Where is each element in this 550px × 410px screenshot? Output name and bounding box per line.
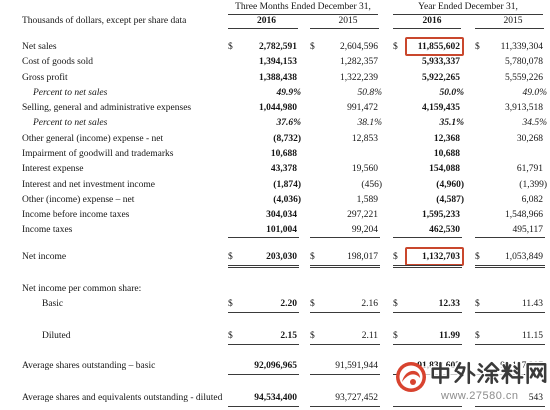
row-label: Selling, general and administrative expenses [22, 103, 192, 113]
currency-sign: $ [228, 42, 233, 52]
row-net-income [0, 250, 550, 264]
value-fy-2016: 12.33 [438, 299, 460, 309]
value-fy-2016: 1,132,703 [422, 252, 460, 262]
underline-rule [393, 237, 462, 238]
value-fy-2015: 543 [528, 393, 543, 403]
row-cost-of-goods-sold [0, 55, 550, 69]
underline-rule [228, 312, 299, 313]
year-header-q4-2016: 2016 [257, 16, 276, 26]
underline-rule [310, 237, 380, 238]
value-q4-2016: (1,874) [273, 179, 301, 190]
row-interest-and-net-investment-income [0, 178, 550, 192]
row-selling-general-and-administrative-expenses [0, 101, 550, 115]
currency-sign: $ [228, 331, 233, 341]
underline-rule [393, 312, 462, 313]
value-q4-2016: 10,688 [270, 149, 297, 159]
underline-rule [228, 267, 299, 268]
value-q4-2016: 37.6% [276, 118, 301, 128]
year-header-fy-2015: 2015 [503, 16, 523, 26]
row-other-general-income-expense-net [0, 132, 550, 146]
currency-sign: $ [310, 331, 315, 341]
row-label: Gross profit [22, 72, 68, 83]
row-net-sales [0, 40, 550, 54]
units-label: Thousands of dollars, except per share data [22, 16, 187, 26]
underline-rule [475, 265, 545, 266]
value-q4-2016: 1,394,153 [259, 57, 297, 67]
value-q4-2015: 12,853 [351, 133, 378, 144]
row-other-income-expense-net [0, 193, 550, 207]
year-underline [475, 28, 544, 29]
value-q4-2015: 1,282,357 [340, 57, 378, 67]
value-fy-2015: 30,268 [516, 133, 543, 144]
value-q4-2015: 198,017 [347, 252, 378, 262]
period-header-three-months: Three Months Ended December 31, [235, 2, 371, 12]
value-q4-2015: 2.11 [361, 331, 378, 341]
value-fy-2016: 11,855,602 [417, 42, 460, 52]
row-label: Percent to net sales [33, 118, 108, 128]
row-label: Income before income taxes [22, 209, 130, 220]
row-label: Interest and net investment income [22, 179, 155, 190]
row-label: Average shares and equivalents outstanding - diluted [22, 393, 223, 403]
underline-rule [310, 406, 380, 407]
year-underline [393, 28, 461, 29]
value-fy-2016: 462,530 [429, 224, 460, 235]
highlight-box [405, 247, 464, 266]
currency-sign: $ [393, 299, 398, 309]
swirl-circle-logo-icon [395, 361, 427, 393]
value-q4-2015: 91,591,944 [335, 361, 378, 371]
value-q4-2015: 38.1% [357, 118, 382, 128]
underline-rule [310, 374, 380, 375]
underline-rule [228, 374, 299, 375]
row-label: Impairment of goodwill and trademarks [22, 149, 174, 159]
value-q4-2016: 101,004 [266, 224, 297, 235]
value-q4-2015: (456) [361, 179, 382, 190]
row-diluted [0, 329, 550, 343]
value-q4-2016: 49.9% [276, 87, 301, 98]
value-q4-2016: 92,096,965 [254, 361, 297, 371]
underline-rule [310, 312, 380, 313]
value-q4-2015: 19,560 [351, 164, 378, 174]
value-fy-2015: 5,559,226 [505, 72, 543, 83]
value-q4-2016: 1,388,438 [259, 72, 297, 83]
row-net-income-per-common-share [0, 282, 550, 296]
value-q4-2016: (4,036) [273, 194, 301, 205]
value-fy-2015: 34.5% [522, 118, 547, 128]
value-fy-2015: 1,548,966 [505, 209, 543, 220]
currency-sign: $ [475, 42, 480, 52]
value-fy-2015: 11,339,304 [500, 42, 543, 52]
value-q4-2016: 2.15 [280, 331, 297, 341]
watermark [393, 358, 550, 410]
row-label: Interest expense [22, 164, 84, 174]
row-label: Net income per common share: [22, 284, 142, 294]
row-label: Net sales [22, 42, 57, 52]
underline-rule [393, 267, 462, 268]
row-label: Cost of goods sold [22, 57, 93, 67]
value-fy-2015: 11.43 [521, 299, 543, 309]
currency-sign: $ [393, 252, 398, 262]
currency-sign: $ [310, 299, 315, 309]
underline-rule [228, 237, 299, 238]
highlight-box [405, 37, 464, 56]
currency-sign: $ [310, 42, 315, 52]
year-header-fy-2016: 2016 [422, 16, 442, 26]
value-fy-2016: 11.99 [439, 331, 460, 341]
value-fy-2015: 495,117 [512, 224, 543, 235]
currency-sign: $ [475, 299, 480, 309]
value-fy-2016: 10,688 [433, 149, 460, 159]
row-label: Income taxes [22, 224, 73, 235]
row-gross-profit [0, 71, 550, 85]
value-q4-2015: 50.8% [357, 87, 382, 98]
value-fy-2016: 1,595,233 [422, 209, 460, 220]
underline-rule [393, 265, 462, 266]
year-header-q4-2015: 2015 [338, 16, 358, 26]
value-fy-2016: 12,368 [433, 133, 460, 144]
underline-rule [475, 267, 545, 268]
row-percent-to-net-sales [0, 116, 550, 130]
value-q4-2015: 1,322,239 [340, 72, 378, 83]
value-q4-2016: 94,534,400 [254, 393, 297, 403]
value-fy-2016: 154,088 [429, 164, 460, 174]
row-income-taxes [0, 223, 550, 237]
value-fy-2015: 6,082 [521, 194, 543, 205]
row-label: Other (income) expense – net [22, 194, 135, 205]
row-label: Net income [22, 252, 67, 262]
value-fy-2016: 5,933,337 [422, 57, 460, 67]
value-q4-2016: 43,378 [270, 164, 297, 174]
currency-sign: $ [393, 331, 398, 341]
underline-rule [310, 344, 380, 345]
year-underline [310, 28, 379, 29]
value-q4-2015: 2.16 [361, 299, 378, 309]
currency-sign: $ [310, 252, 315, 262]
currency-sign: $ [475, 252, 480, 262]
currency-sign: $ [228, 252, 233, 262]
value-fy-2016: 4,159,435 [422, 103, 460, 113]
value-fy-2016: (4,587) [436, 194, 464, 205]
value-q4-2016: 2.20 [280, 299, 297, 309]
value-fy-2016: (4,960) [436, 179, 464, 190]
year-underline [228, 28, 298, 29]
row-impairment-of-goodwill-and-trademarks [0, 147, 550, 161]
watermark-name-lettering [429, 361, 550, 385]
value-q4-2015: 2,604,596 [340, 42, 378, 52]
currency-sign: $ [228, 299, 233, 309]
value-fy-2015: 11.15 [521, 331, 543, 341]
value-q4-2016: 2,782,591 [259, 42, 297, 52]
value-q4-2015: 93,727,452 [335, 393, 378, 403]
value-fy-2015: (1,399) [519, 179, 547, 190]
underline-rule [228, 406, 299, 407]
currency-sign: $ [475, 331, 480, 341]
value-q4-2016: (8,732) [273, 133, 301, 144]
value-fy-2015: 61,791 [516, 164, 543, 174]
value-fy-2016: 35.1% [439, 118, 464, 128]
currency-sign: $ [393, 42, 398, 52]
row-label: Basic [42, 299, 64, 309]
value-fy-2015: 3,913,518 [505, 103, 543, 113]
row-interest-expense [0, 162, 550, 176]
value-fy-2016: 5,922,265 [422, 72, 460, 83]
period-header-year: Year Ended December 31, [418, 2, 518, 12]
underline-rule [228, 344, 299, 345]
value-q4-2015: 99,204 [351, 224, 378, 235]
underline-rule [310, 265, 380, 266]
value-q4-2015: 1,589 [356, 194, 378, 205]
row-basic [0, 297, 550, 311]
value-q4-2015: 991,472 [347, 103, 378, 113]
watermark-url: www.27580.cn [441, 390, 519, 402]
row-income-before-income-taxes [0, 208, 550, 222]
row-label: Average shares outstanding – basic [22, 361, 156, 371]
row-label: Other general (income) expense - net [22, 133, 164, 144]
underline-rule [393, 344, 462, 345]
row-label: Diluted [42, 331, 71, 341]
underline-rule [475, 312, 545, 313]
row-percent-to-net-sales [0, 86, 550, 100]
value-fy-2015: 1,053,849 [505, 252, 543, 262]
value-q4-2016: 203,030 [266, 252, 297, 262]
value-fy-2015: 49.0% [522, 87, 547, 98]
value-q4-2015: 297,221 [347, 209, 378, 220]
value-fy-2016: 50.0% [439, 87, 464, 98]
value-q4-2016: 304,034 [266, 209, 297, 220]
underline-rule [310, 267, 380, 268]
underline-rule [475, 237, 545, 238]
underline-rule [475, 344, 545, 345]
underline-rule [228, 265, 299, 266]
value-fy-2015: 5,780,078 [505, 57, 543, 67]
value-q4-2016: 1,044,980 [259, 103, 297, 113]
row-label: Percent to net sales [33, 87, 108, 98]
